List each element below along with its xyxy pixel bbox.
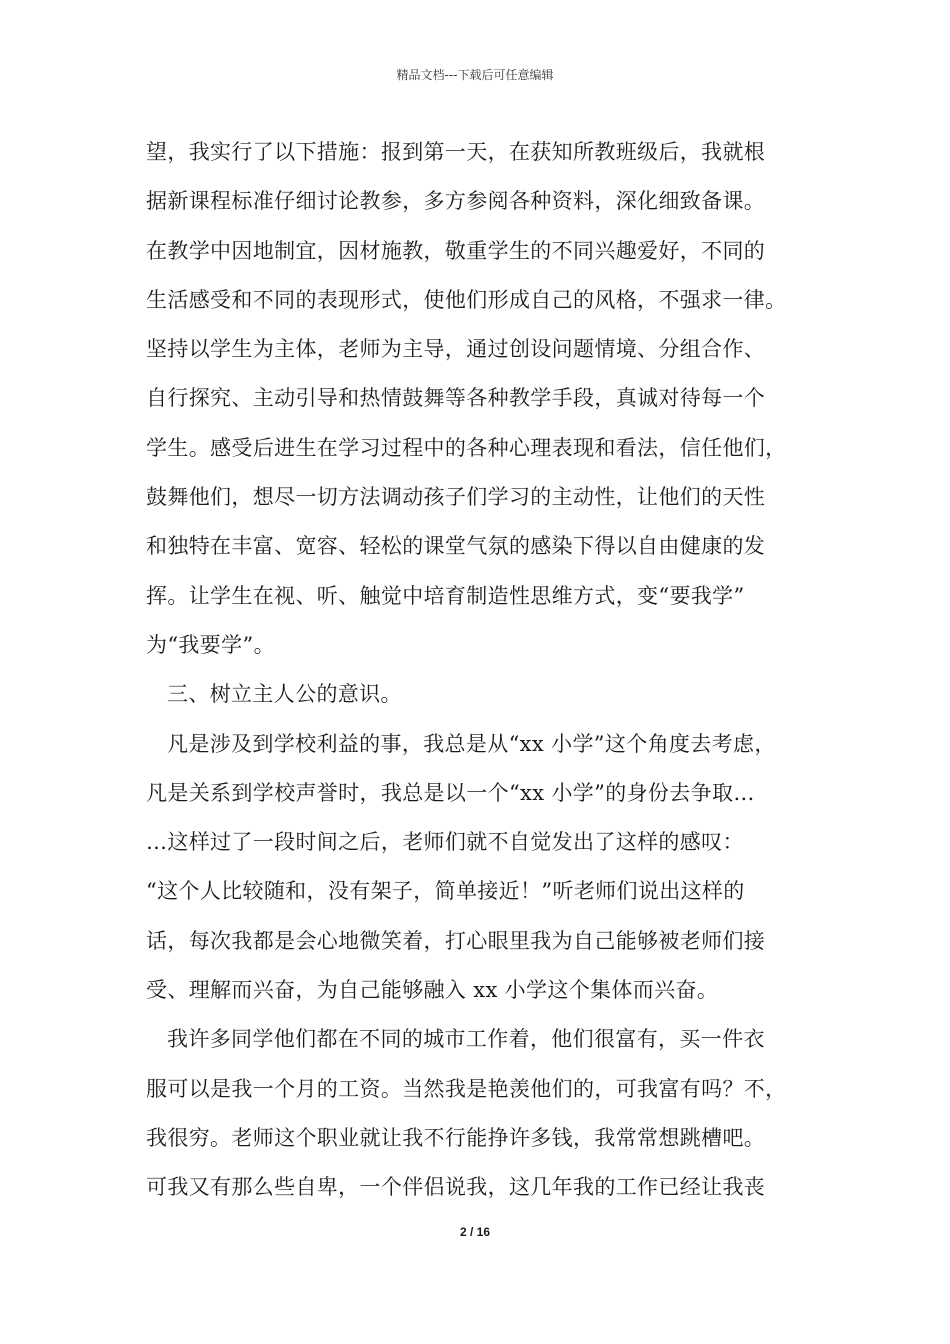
page-number: 2 / 16: [459, 1225, 491, 1239]
paragraph-start-line: 凡是涉及到学校利益的事，我总是从“xx 小学”这个角度去考虑，: [167, 731, 776, 756]
body-line: 在教学中因地制宜，因材施教，敬重学生的不同兴趣爱好，不同的: [146, 238, 766, 263]
body-line: 自行探究、主动引导和热情鼓舞等各种教学手段，真诚对待每一个: [146, 386, 766, 411]
body-line: 望，我实行了以下措施：报到第一天，在获知所教班级后，我就根: [146, 140, 766, 164]
section-heading: 三、树立主人公的意识。: [167, 682, 402, 707]
body-line: 挥。让学生在视、听、触觉中培育制造性思维方式，变“要我学”: [146, 583, 745, 608]
body-line: “这个人比较随和，没有架子，简单接近！”听老师们说出这样的: [146, 879, 745, 904]
page-header: 精品文档---下载后可任意编辑: [396, 68, 554, 82]
body-line: 受、理解而兴奋，为自己能够融入 xx 小学这个集体而兴奋。: [146, 978, 719, 1003]
body-line: …这样过了一段时间之后，老师们就不自觉发出了这样的感叹：: [146, 830, 744, 855]
body-line: 和独特在丰富、宽容、轻松的课堂气氛的感染下得以自由健康的发: [146, 534, 766, 559]
body-line: 学生。感受后进生在学习过程中的各种心理表现和看法，信任他们，: [146, 435, 787, 460]
body-line: 鼓舞他们，想尽一切方法调动孩子们学习的主动性，让他们的天性: [146, 485, 766, 510]
body-line: 可我又有那么些自卑，一个伴侣说我，这几年我的工作已经让我丧: [146, 1175, 766, 1200]
document-body: [146, 128, 826, 1213]
paragraph-start-line: 我许多同学他们都在不同的城市工作着，他们很富有，买一件衣: [167, 1027, 765, 1052]
body-line: 据新课程标准仔细讨论教参，多方参阅各种资料，深化细致备课。: [146, 189, 766, 214]
body-line: 生活感受和不同的表现形式，使他们形成自己的风格，不强求一律。: [146, 287, 787, 312]
body-line: 我很穷。老师这个职业就让我不行能挣许多钱，我常常想跳槽吧。: [146, 1125, 766, 1150]
body-line: 话，每次我都是会心地微笑着，打心眼里我为自己能够被老师们接: [146, 928, 766, 953]
body-line: 为“我要学”。: [146, 632, 275, 657]
body-line: 凡是关系到学校声誉时，我总是以一个“xx 小学”的身份去争取…: [146, 780, 755, 805]
body-line: 坚持以学生为主体，老师为主导，通过创设问题情境、分组合作、: [146, 337, 766, 362]
body-line: 服可以是我一个月的工资。当然我是艳羡他们的，可我富有吗？不，: [146, 1076, 787, 1101]
